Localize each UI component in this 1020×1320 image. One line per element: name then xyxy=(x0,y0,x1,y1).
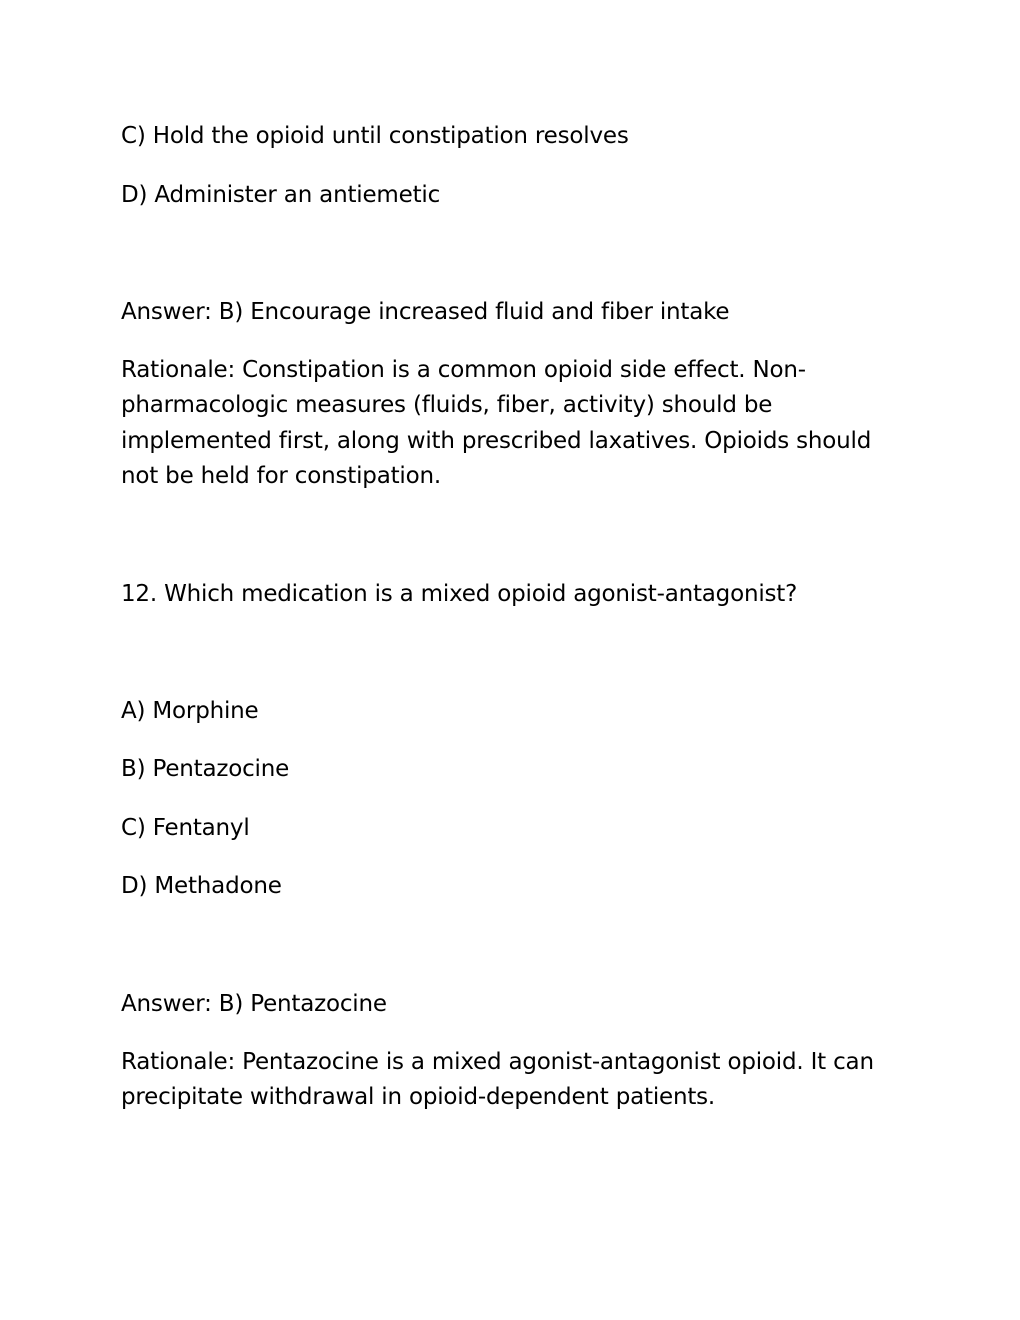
answer-text: Answer: B) Pentazocine xyxy=(121,991,387,1017)
option-a-text: A) Morphine xyxy=(121,698,259,724)
option-b-text: B) Pentazocine xyxy=(121,756,290,782)
answer-text: Answer: B) Encourage increased fluid and fiber intake xyxy=(121,299,730,325)
rationale-text: Rationale: Constipation is a common opioid side effect. Non-pharmacologic measures (fluids, fiber, activity) should be implemented first, along with prescribed laxatives. Opioids should not be held for constipation. xyxy=(121,357,872,489)
rationale-text: Rationale: Pentazocine is a mixed agonist-antagonist opioid. It can precipitate withdrawal in opioid-dependent patients. xyxy=(121,1049,874,1111)
option-c-text: C) Fentanyl xyxy=(121,815,250,841)
question-12-text: 12. Which medication is a mixed opioid agonist-antagonist? xyxy=(121,581,798,607)
option-d-text: D) Methadone xyxy=(121,873,282,899)
option-d-text: D) Administer an antiemetic xyxy=(121,182,441,208)
option-c-text: C) Hold the opioid until constipation resolves xyxy=(121,123,629,149)
